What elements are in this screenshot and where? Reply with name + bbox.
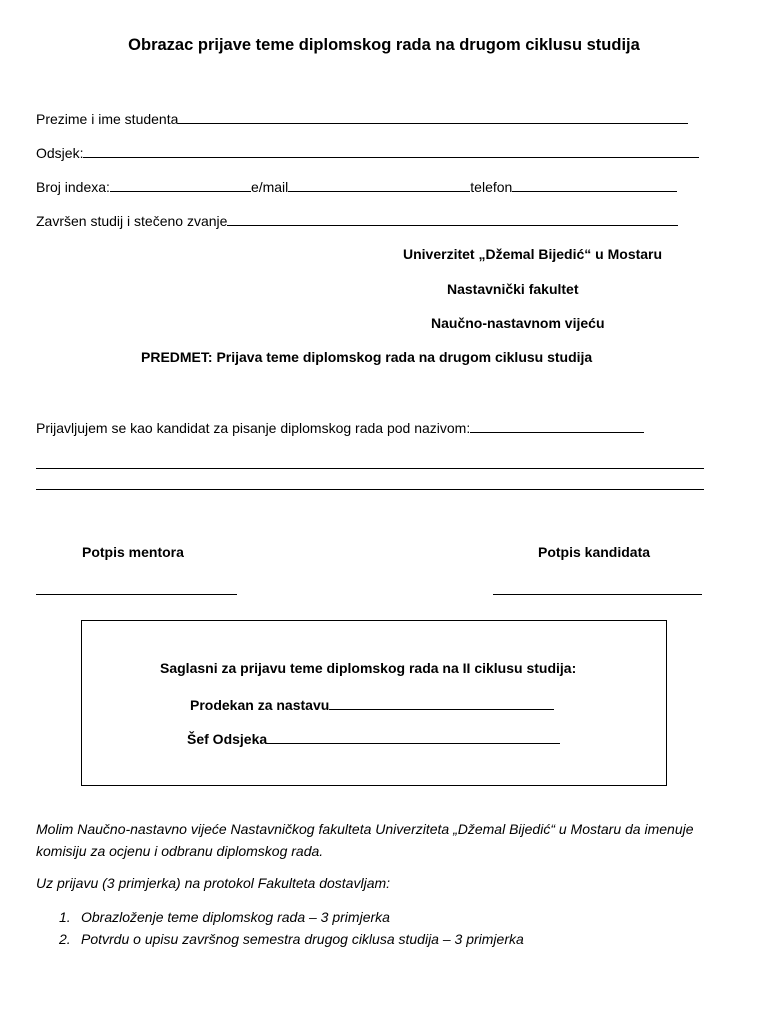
degree-field[interactable] [227, 211, 678, 226]
phone-label: telefon [470, 179, 513, 195]
degree-label: Završen studij i stečeno zvanje [36, 213, 228, 229]
department-field[interactable] [83, 143, 699, 158]
vice-dean-label: Prodekan za nastavu [190, 697, 330, 713]
candidate-signature-line[interactable] [493, 594, 702, 595]
list-item-number: 2. [59, 931, 71, 947]
mentor-signature-line[interactable] [36, 594, 237, 595]
recipient-council: Naučno-nastavnom vijeću [431, 315, 605, 331]
recipient-faculty: Nastavnički fakultet [447, 281, 579, 297]
head-dept-label: Šef Odsjeka [187, 731, 268, 747]
index-label: Broj indexa: [36, 179, 110, 195]
student-name-field[interactable] [178, 109, 688, 124]
phone-field[interactable] [512, 177, 677, 192]
student-name-row [36, 109, 688, 127]
list-item-text: Potvrdu o upisu završnog semestra drugog ciklusa studija – 3 primjerka [81, 931, 524, 947]
list-item-text: Obrazloženje teme diplomskog rada – 3 primjerka [81, 909, 390, 925]
mentor-signature-label: Potpis mentora [82, 544, 184, 560]
list-item [59, 909, 390, 925]
subject-line: PREDMET: Prijava teme diplomskog rada na drugom ciklusu studija [141, 349, 593, 365]
department-label: Odsjek: [36, 145, 84, 161]
email-field[interactable] [288, 177, 470, 192]
thesis-title-line-2[interactable] [36, 489, 704, 490]
degree-row [36, 211, 678, 229]
recipient-university: Univerzitet „Džemal Bijedić“ u Mostaru [403, 246, 663, 262]
vice-dean-row [190, 695, 554, 713]
application-text: Prijavljujem se kao kandidat za pisanje diplomskog rada pod nazivom: [36, 420, 471, 436]
head-dept-signature-field[interactable] [267, 729, 560, 744]
vice-dean-signature-field[interactable] [329, 695, 554, 710]
candidate-signature-label: Potpis kandidata [538, 544, 651, 560]
thesis-title-line-1[interactable] [36, 468, 704, 469]
contact-row [36, 177, 677, 195]
application-row [36, 418, 644, 436]
approval-heading: Saglasni za prijavu teme diplomskog rada na II ciklusu studija: [160, 660, 577, 676]
request-paragraph: Molim Naučno-nastavno vijeće Nastavničkog fakulteta Univerziteta „Džemal Bijedić“ u Mostaru da imenuje komisiju za ocjenu i odbranu diplomskog rada. [36, 821, 694, 859]
list-item-number: 1. [59, 909, 71, 925]
list-item [59, 931, 524, 947]
department-row [36, 143, 699, 161]
index-field[interactable] [110, 177, 251, 192]
student-name-label: Prezime i ime studenta [36, 111, 179, 127]
thesis-title-field[interactable] [470, 418, 644, 433]
page-title: Obrazac prijave teme diplomskog rada na drugom ciklusu studija [128, 36, 640, 54]
attachments-intro: Uz prijavu (3 primjerka) na protokol Fakulteta dostavljam: [36, 875, 391, 891]
head-dept-row [187, 729, 560, 747]
email-label: e/mail [250, 179, 289, 195]
